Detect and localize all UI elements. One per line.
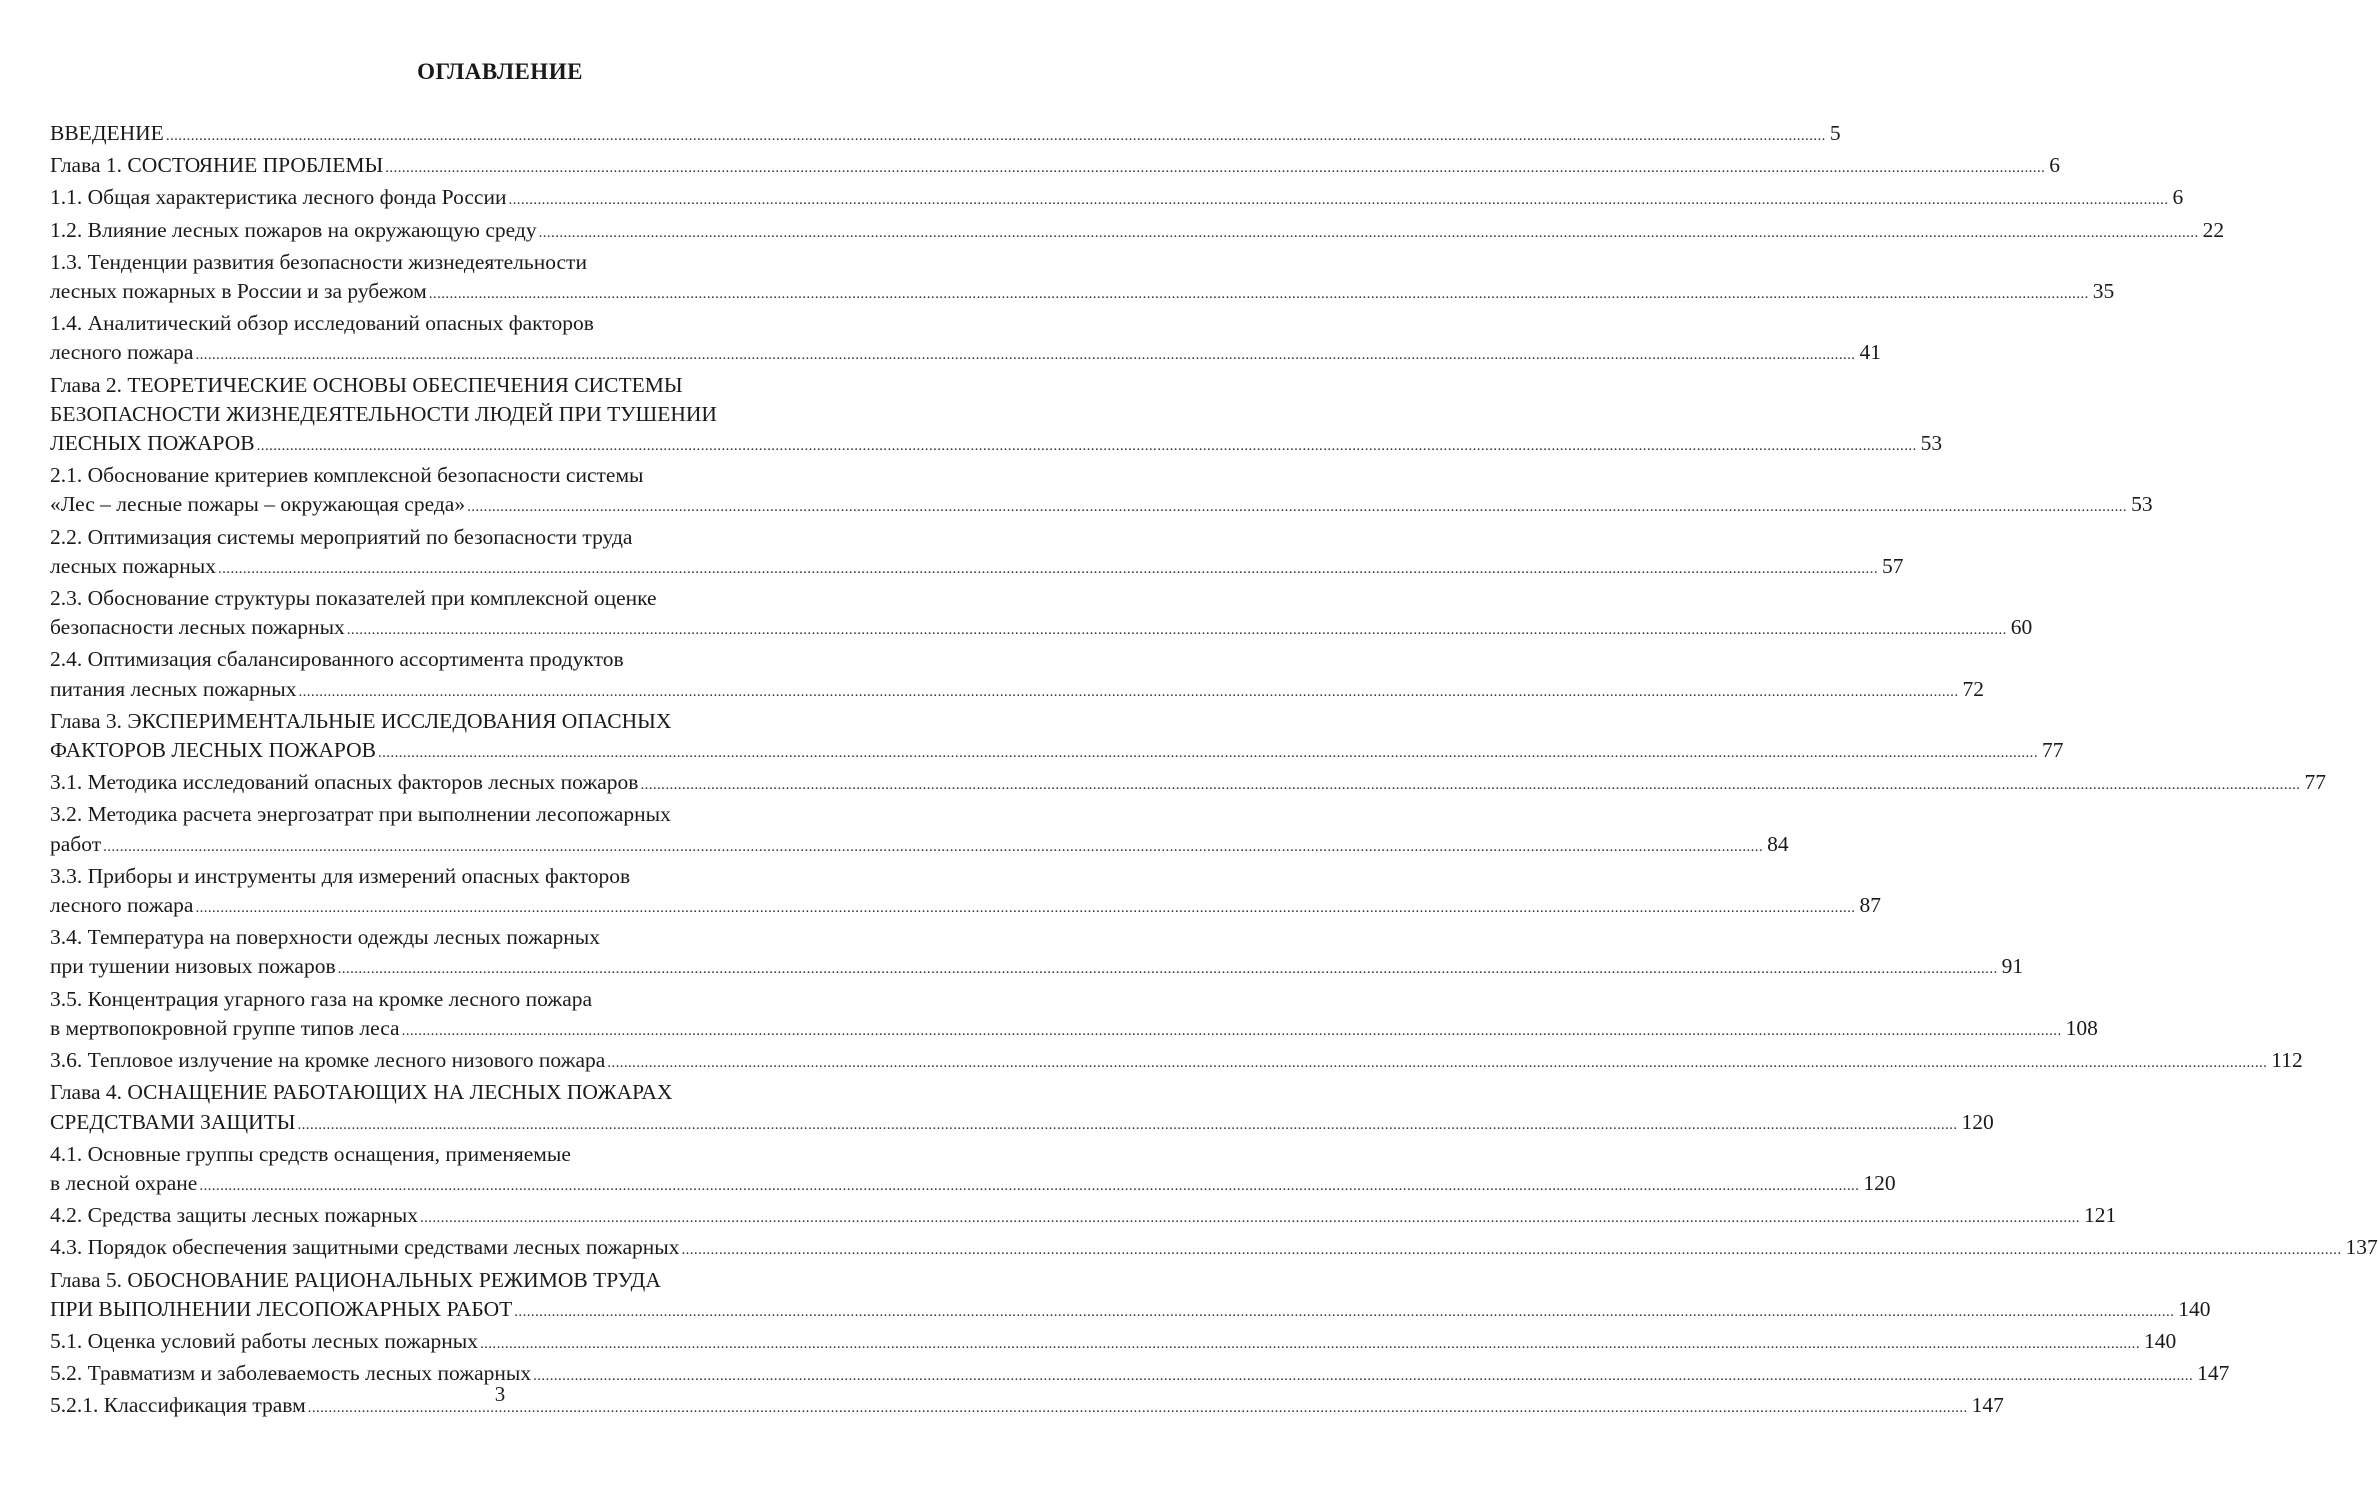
toc-entry-page: 41 xyxy=(1859,340,1881,365)
toc-entry-row xyxy=(50,1108,1994,1140)
toc-entry-row xyxy=(50,429,1943,461)
toc-entry-line: Глава 3. ЭКСПЕРИМЕНТАЛЬНЫЕ ИССЛЕДОВАНИЯ ОПАСНЫХ xyxy=(50,708,672,733)
toc-entry-title: ЛЕСНЫХ ПОЖАРОВ xyxy=(50,431,255,456)
toc-entry-page: 53 xyxy=(2131,492,2153,517)
toc-entry-line: 2.1. Обоснование критериев комплексной безопасности системы xyxy=(50,463,644,488)
toc-entry-page: 6 xyxy=(2049,153,2060,178)
toc-entry-line: 1.4. Аналитический обзор исследований опасных факторов xyxy=(50,311,594,336)
toc-entry-row xyxy=(50,552,1904,584)
toc-entry-title: СРЕДСТВАМИ ЗАЩИТЫ xyxy=(50,1109,296,1134)
dot-leader: ................................................................................................................................................................................................................................................................................................................................................................................................................ xyxy=(165,128,1826,144)
toc-entry-row xyxy=(50,768,2326,800)
toc-entry xyxy=(50,248,2115,309)
toc-entry xyxy=(50,371,1943,462)
dot-leader: ................................................................................................................................................................................................................................................................................................................................................................................................................ xyxy=(538,224,2199,241)
toc-entry-title: 5.2. Травматизм и заболеваемость лесных пожарных xyxy=(50,1361,532,1386)
dot-leader: ................................................................................................................................................................................................................................................................................................................................................................................................................ xyxy=(195,900,1856,917)
toc-entry-page: 112 xyxy=(2271,1048,2303,1073)
toc-entry-title: работ xyxy=(50,831,102,856)
toc-entry-page: 72 xyxy=(1962,676,1984,701)
toc-entry-row xyxy=(50,891,1881,923)
toc-entry-page: 140 xyxy=(2178,1296,2211,1321)
toc-entry-title: 4.3. Порядок обеспечения защитными средствами лесных пожарных xyxy=(50,1235,680,1260)
toc-entry-line: 3.3. Приборы и инструменты для измерений опасных факторов xyxy=(50,863,631,888)
toc-entry-page: 35 xyxy=(2092,279,2115,304)
toc-entry-row xyxy=(50,216,2225,248)
toc-entry xyxy=(50,645,1984,706)
toc-entry-row xyxy=(50,277,2115,309)
toc-entry-row xyxy=(50,1046,2303,1078)
toc-entry-page: 137 xyxy=(2345,1235,2378,1260)
toc-entry-title: ПРИ ВЫПОЛНЕНИИ ЛЕСОПОЖАРНЫХ РАБОТ xyxy=(50,1296,513,1321)
toc-entry-page: 53 xyxy=(1920,431,1943,456)
toc-entry-line: Глава 2. ТЕОРЕТИЧЕСКИЕ ОСНОВЫ ОБЕСПЕЧЕНИЯ СИСТЕМЫ xyxy=(50,372,683,397)
toc-entry-page: 120 xyxy=(1863,1170,1896,1195)
dot-leader: ................................................................................................................................................................................................................................................................................................................................................................................................................ xyxy=(419,1210,2080,1227)
table-of-contents xyxy=(50,119,2378,1424)
toc-entry-row xyxy=(50,183,2184,215)
toc-entry-line: 1.3. Тенденции развития безопасности жизнедеятельности xyxy=(50,249,587,274)
toc-entry-title: 4.2. Средства защиты лесных пожарных xyxy=(50,1203,418,1228)
dot-leader: ................................................................................................................................................................................................................................................................................................................................................................................................................ xyxy=(337,961,1998,978)
toc-entry-title: в мертвопокровной группе типов леса xyxy=(50,1015,400,1040)
toc-entry xyxy=(50,1046,2303,1078)
toc-entry xyxy=(50,151,2060,183)
toc-entry-line: 2.2. Оптимизация системы мероприятий по безопасности труда xyxy=(50,524,633,549)
dot-leader: ................................................................................................................................................................................................................................................................................................................................................................................................................ xyxy=(307,1400,1968,1417)
toc-entry-line: Глава 5. ОБОСНОВАНИЕ РАЦИОНАЛЬНЫХ РЕЖИМОВ ТРУДА xyxy=(50,1267,661,1292)
toc-entry xyxy=(50,1201,2117,1233)
dot-leader: ................................................................................................................................................................................................................................................................................................................................................................................................................ xyxy=(256,438,1917,455)
toc-entry-title: безопасности лесных пожарных xyxy=(50,615,345,640)
toc-entry-page: 77 xyxy=(2304,770,2326,795)
toc-entry xyxy=(50,216,2225,248)
toc-entry-row xyxy=(50,151,2060,183)
toc-entry-row xyxy=(50,1233,2378,1265)
dot-leader: ................................................................................................................................................................................................................................................................................................................................................................................................................ xyxy=(377,745,2038,762)
toc-entry-row xyxy=(50,1169,1896,1201)
page-number: 3 xyxy=(494,1382,506,1406)
dot-leader: ................................................................................................................................................................................................................................................................................................................................................................................................................ xyxy=(607,1055,2268,1072)
toc-entry xyxy=(50,985,2098,1046)
toc-entry-line: 3.2. Методика расчета энергозатрат при выполнении лесопожарных xyxy=(50,802,671,827)
toc-entry-line: 3.5. Концентрация угарного газа на кромке лесного пожара xyxy=(50,986,593,1011)
toc-entry xyxy=(50,923,2024,984)
toc-entry xyxy=(50,1266,2211,1327)
toc-entry-row xyxy=(50,736,2064,768)
toc-entry-line: Глава 4. ОСНАЩЕНИЕ РАБОТАЮЩИХ НА ЛЕСНЫХ ПОЖАРАХ xyxy=(50,1080,673,1105)
dot-leader: ................................................................................................................................................................................................................................................................................................................................................................................................................ xyxy=(428,286,2089,303)
toc-entry-page: 5 xyxy=(1829,121,1841,145)
toc-entry-page: 147 xyxy=(2197,1361,2230,1386)
dot-leader: ................................................................................................................................................................................................................................................................................................................................................................................................................ xyxy=(195,347,1856,364)
toc-entry-title: лесных пожарных xyxy=(50,553,216,578)
toc-entry xyxy=(50,1233,2378,1265)
toc-entry-line: БЕЗОПАСНОСТИ ЖИЗНЕДЕЯТЕЛЬНОСТИ ЛЮДЕЙ ПРИ ТУШЕНИИ xyxy=(50,401,717,426)
toc-entry-page: 87 xyxy=(1859,893,1881,918)
toc-entry-row xyxy=(50,952,2024,984)
toc-entry-page: 91 xyxy=(2001,954,2024,979)
toc-entry xyxy=(50,800,1789,861)
toc-entry-row xyxy=(50,119,1841,151)
toc-entry xyxy=(50,309,1881,370)
toc-entry-title: 1.1. Общая характеристика лесного фонда России xyxy=(50,185,507,210)
dot-leader: ................................................................................................................................................................................................................................................................................................................................................................................................................ xyxy=(346,622,2007,639)
toc-entry-page: 77 xyxy=(2041,738,2064,763)
dot-leader: ................................................................................................................................................................................................................................................................................................................................................................................................................ xyxy=(385,160,2046,177)
dot-leader: ................................................................................................................................................................................................................................................................................................................................................................................................................ xyxy=(401,1022,2062,1039)
toc-entry-page: 121 xyxy=(2083,1203,2117,1228)
toc-entry-title: ФАКТОРОВ ЛЕСНЫХ ПОЖАРОВ xyxy=(50,738,376,763)
toc-entry-title: Глава 1. СОСТОЯНИЕ ПРОБЛЕМЫ xyxy=(50,153,384,178)
toc-entry-title: питания лесных пожарных xyxy=(50,676,297,701)
toc-entry-row xyxy=(50,1327,2177,1359)
toc-entry-line: 2.4. Оптимизация сбалансированного ассортимента продуктов xyxy=(50,647,624,672)
toc-entry-title: 5.1. Оценка условий работы лесных пожарных xyxy=(50,1328,478,1353)
dot-leader: ................................................................................................................................................................................................................................................................................................................................................................................................................ xyxy=(514,1303,2175,1320)
dot-leader: ................................................................................................................................................................................................................................................................................................................................................................................................................ xyxy=(479,1335,2140,1352)
dot-leader: ................................................................................................................................................................................................................................................................................................................................................................................................................ xyxy=(681,1242,2342,1259)
toc-entry-page: 147 xyxy=(1971,1393,2004,1418)
toc-entry-title: 5.2.1. Классификация травм xyxy=(50,1393,306,1418)
toc-entry-title: при тушении низовых пожаров xyxy=(50,954,336,979)
toc-entry-line: 4.1. Основные группы средств оснащения, применяемые xyxy=(50,1141,571,1166)
toc-entry-title: 3.1. Методика исследований опасных факторов лесных пожаров xyxy=(50,770,639,795)
dot-leader: ................................................................................................................................................................................................................................................................................................................................................................................................................ xyxy=(218,560,1878,577)
dot-leader: ................................................................................................................................................................................................................................................................................................................................................................................................................ xyxy=(298,683,1959,700)
toc-entry xyxy=(50,768,2326,800)
toc-entry-page: 140 xyxy=(2143,1328,2177,1353)
dot-leader: ................................................................................................................................................................................................................................................................................................................................................................................................................ xyxy=(199,1177,1860,1194)
toc-entry-title: «Лес – лесные пожары – окружающая среда» xyxy=(50,492,466,517)
toc-entry-page: 120 xyxy=(1961,1109,1994,1134)
toc-entry-page: 57 xyxy=(1882,553,1904,578)
dot-leader: ................................................................................................................................................................................................................................................................................................................................................................................................................ xyxy=(508,192,2169,209)
toc-entry-row xyxy=(50,1201,2117,1233)
toc-entry-page: 108 xyxy=(2065,1015,2098,1040)
toc-entry-title: в лесной охране xyxy=(50,1170,198,1195)
toc-entry xyxy=(50,183,2184,215)
toc-entry xyxy=(50,461,2153,522)
toc-entry-title: 3.6. Тепловое излучение на кромке лесного низового пожара xyxy=(50,1048,606,1073)
toc-entry xyxy=(50,523,1904,584)
dot-leader: ................................................................................................................................................................................................................................................................................................................................................................................................................ xyxy=(467,499,2128,516)
toc-entry-page: 60 xyxy=(2010,615,2033,640)
toc-entry-page: 6 xyxy=(2172,185,2184,210)
toc-entry-row xyxy=(50,1014,2098,1046)
toc-entry xyxy=(50,119,1841,151)
toc-entry-title: лесного пожара xyxy=(50,340,194,365)
toc-entry-row xyxy=(50,613,2033,645)
toc-entry-title: 1.2. Влияние лесных пожаров на окружающую среду xyxy=(50,217,537,242)
dot-leader: ................................................................................................................................................................................................................................................................................................................................................................................................................ xyxy=(297,1116,1958,1133)
toc-entry xyxy=(50,1078,1994,1139)
dot-leader: ................................................................................................................................................................................................................................................................................................................................................................................................................ xyxy=(533,1368,2194,1385)
toc-entry-title: лесного пожара xyxy=(50,893,194,918)
toc-entry-page: 22 xyxy=(2202,217,2225,242)
dot-leader: ................................................................................................................................................................................................................................................................................................................................................................................................................ xyxy=(103,838,1764,855)
toc-entry-row xyxy=(50,675,1984,707)
toc-entry xyxy=(50,1327,2177,1359)
toc-entry xyxy=(50,862,1881,923)
toc-entry-line: 2.3. Обоснование структуры показателей при комплексной оценке xyxy=(50,586,657,611)
toc-entry xyxy=(50,707,2064,768)
toc-entry-row xyxy=(50,338,1881,370)
toc-heading: ОГЛАВЛЕНИЕ xyxy=(417,59,583,84)
dot-leader: ................................................................................................................................................................................................................................................................................................................................................................................................................ xyxy=(640,777,2301,794)
toc-entry-row xyxy=(50,830,1789,862)
toc-entry xyxy=(50,1140,1896,1201)
toc-entry-title: лесных пожарных в России и за рубежом xyxy=(50,279,427,304)
toc-entry-line: 3.4. Температура на поверхности одежды лесных пожарных xyxy=(50,925,600,950)
toc-entry xyxy=(50,584,2033,645)
toc-entry-row xyxy=(50,1295,2211,1327)
toc-entry-page: 84 xyxy=(1767,831,1789,856)
toc-entry-row xyxy=(50,490,2153,522)
toc-entry-title: ВВЕДЕНИЕ xyxy=(50,121,164,145)
